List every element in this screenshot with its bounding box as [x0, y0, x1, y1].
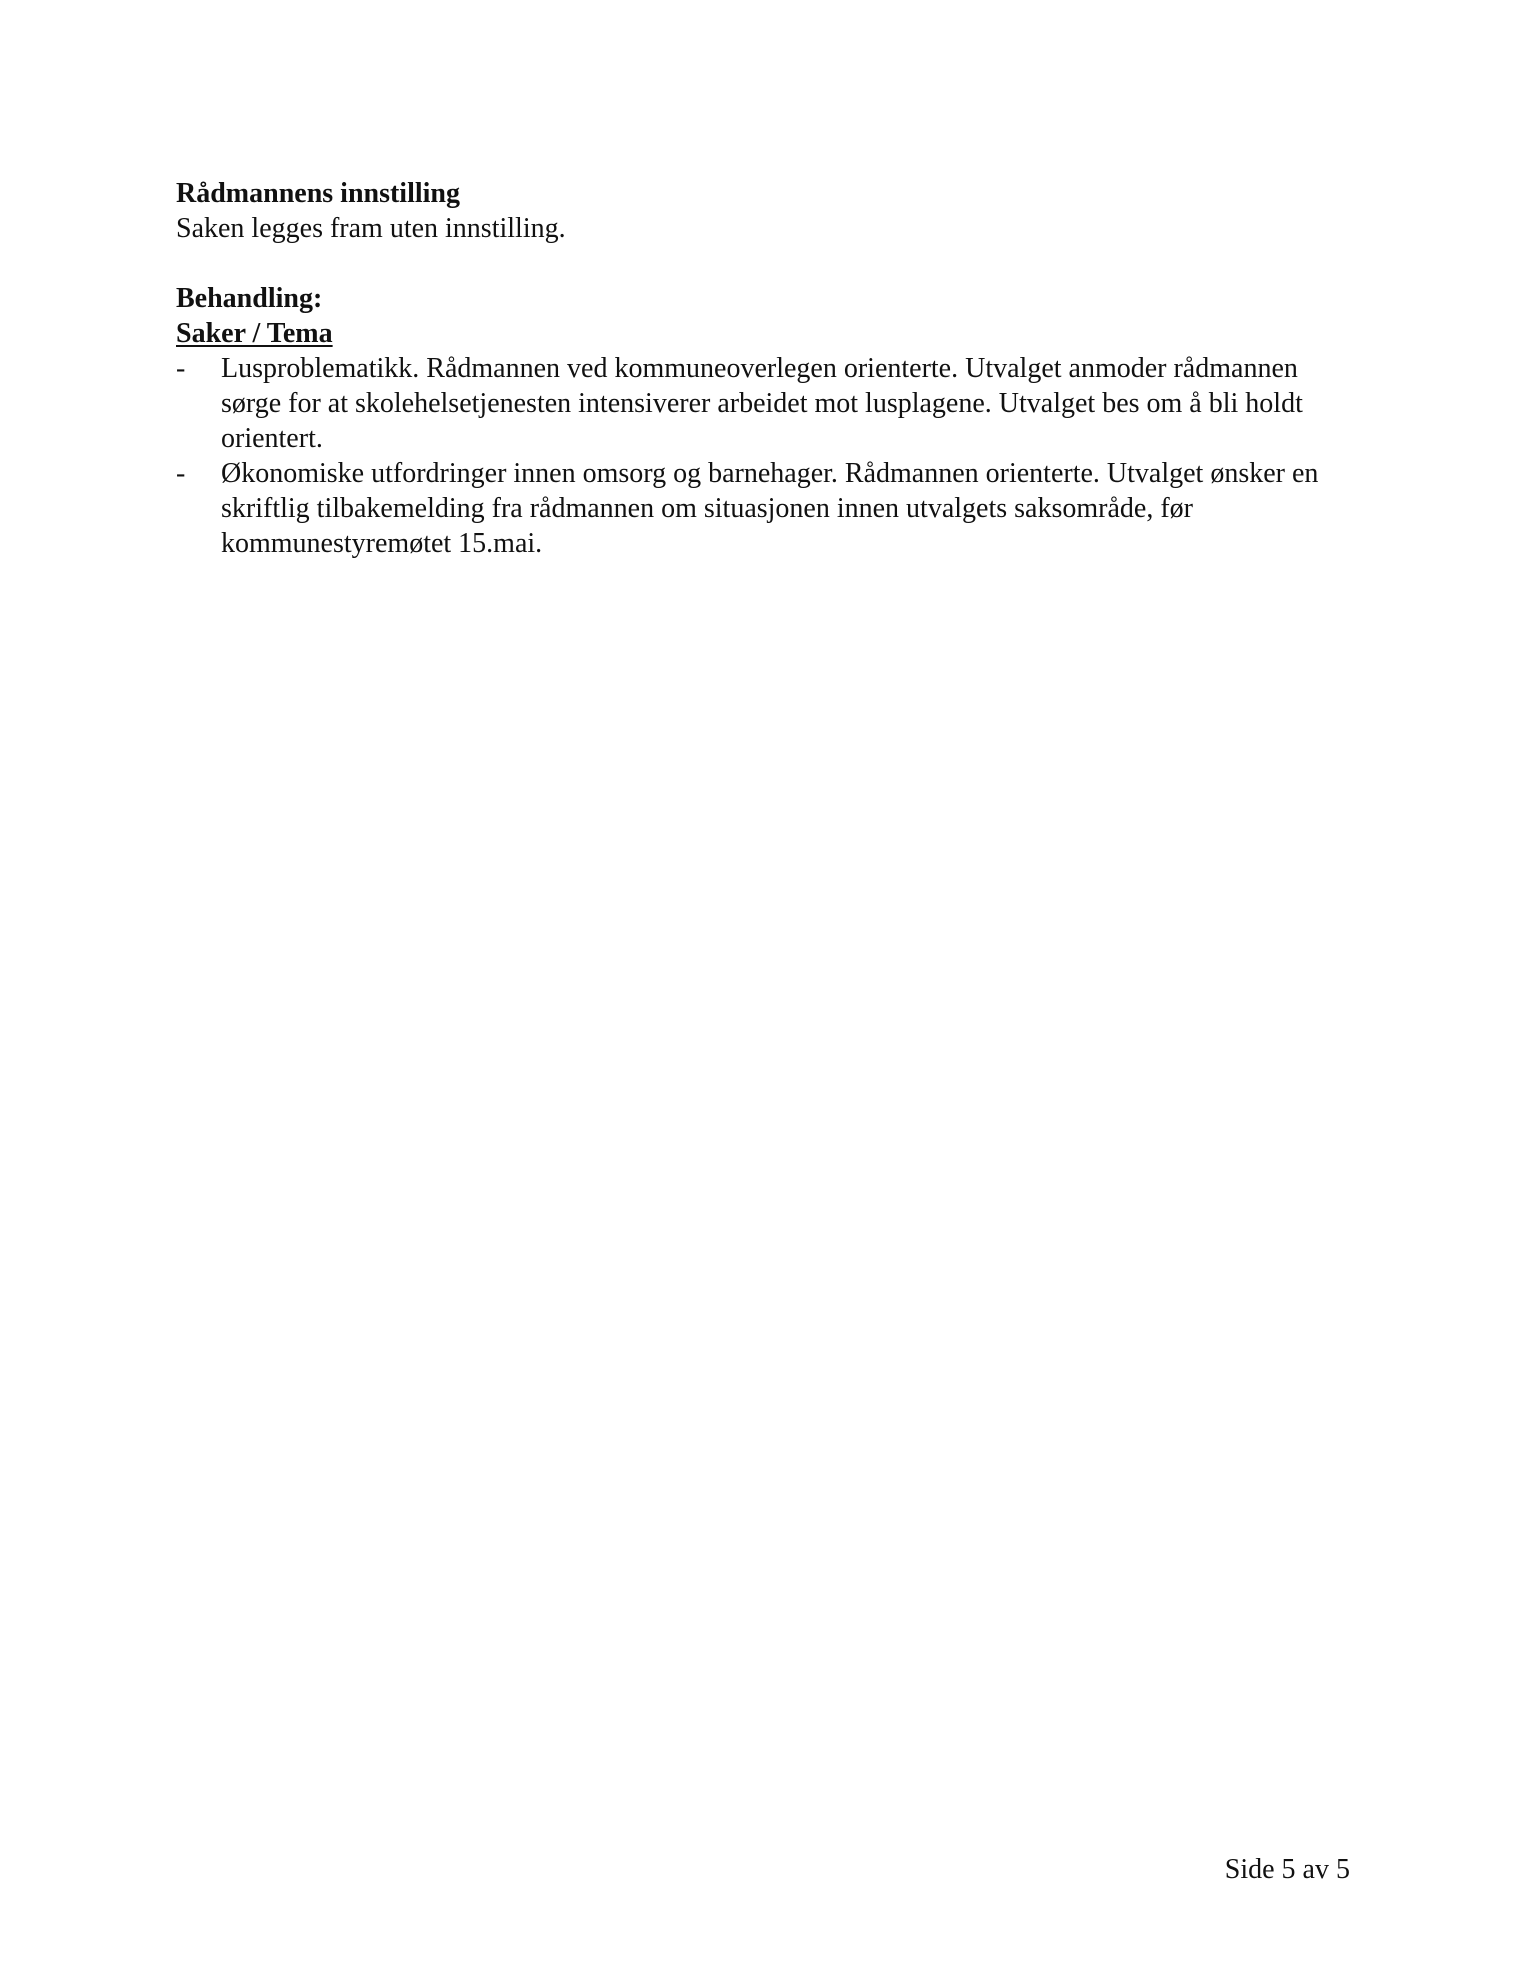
- innstilling-text: Saken legges fram uten innstilling.: [176, 213, 566, 244]
- subheading-saker-tema: Saker / Tema: [176, 318, 333, 349]
- list-item: [176, 351, 1356, 456]
- list-bullet: -: [176, 458, 186, 489]
- list-item-text: Økonomiske utfordringer innen omsorg og barnehager. Rådmannen orienterte. Utvalget ønsker en skriftlig tilbakemelding fra rådmannen om situasjonen innen utvalgets saksområde, før kommunestyremøtet 15.mai.: [221, 458, 1319, 559]
- section-heading-innstilling: Rådmannens innstilling: [176, 178, 460, 209]
- page-number: Side 5 av 5: [1224, 1854, 1350, 1885]
- list-bullet: -: [176, 353, 186, 384]
- list-item: [176, 456, 1356, 561]
- document-body: [176, 176, 1356, 561]
- spacer: [176, 246, 1356, 281]
- list-item-text: Lusproblematikk. Rådmannen ved kommuneoverlegen orienterte. Utvalget anmoder rådmannen sørge for at skolehelsetjenesten intensiverer arbeidet mot lusplagene. Utvalget bes om å bli holdt orientert.: [221, 353, 1303, 454]
- section-heading-behandling: Behandling:: [176, 283, 323, 314]
